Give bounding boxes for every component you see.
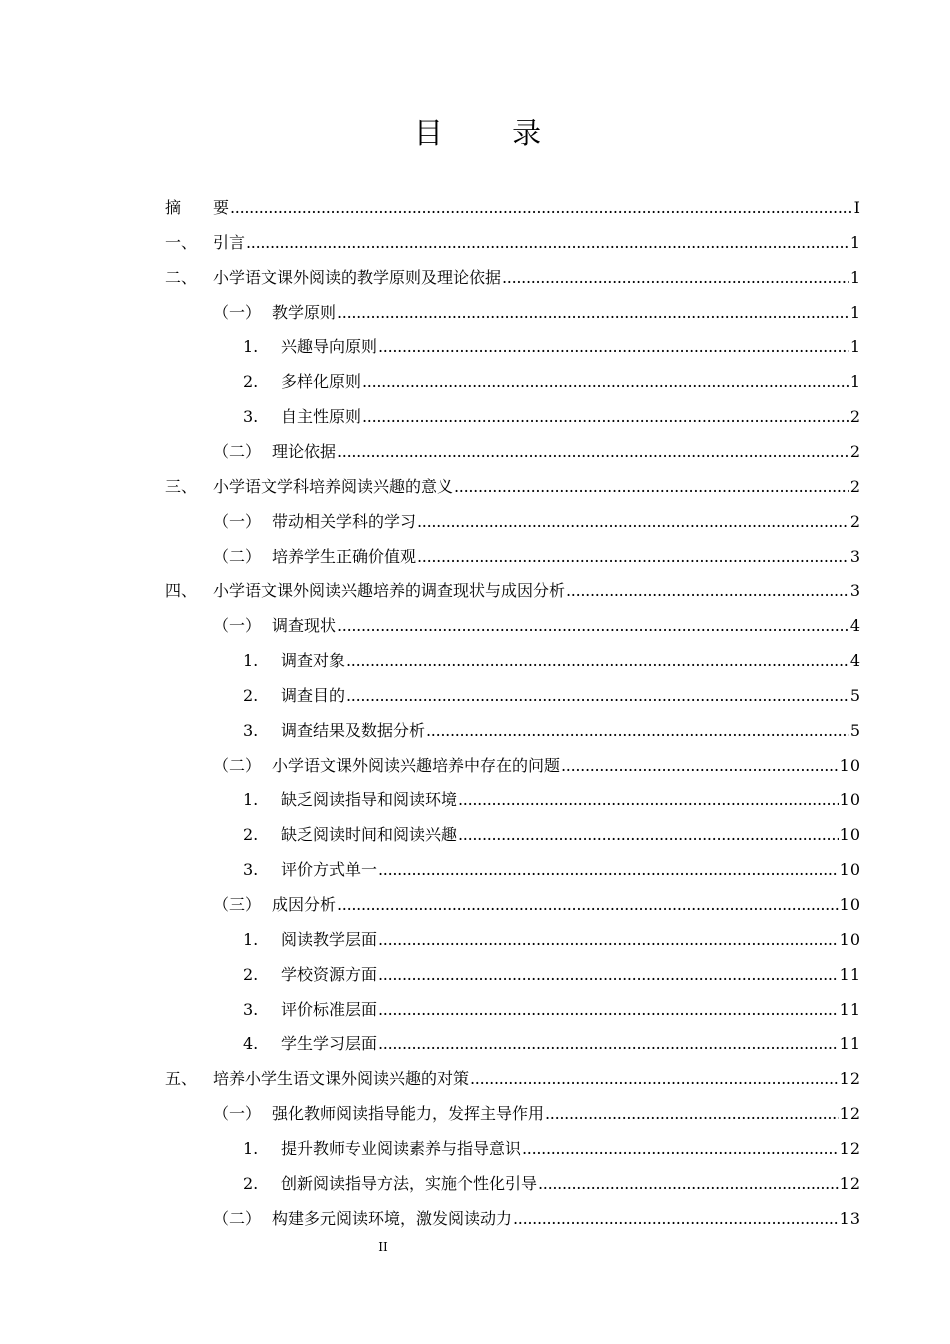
toc-dot-leader — [378, 860, 839, 880]
toc-dot-leader — [362, 372, 849, 392]
toc-dot-leader — [538, 1174, 839, 1194]
toc-entry-number: 3. — [243, 407, 259, 427]
toc-entry[interactable] — [0, 504, 950, 539]
toc-entry-label: 调查目的 — [281, 685, 346, 705]
toc-entry-page: 2 — [849, 441, 860, 461]
toc-entry-page: 1 — [849, 302, 860, 322]
toc-entry-page: 10 — [839, 790, 860, 810]
toc-entry-label: 小学语文课外阅读兴趣培养的调查现状与成因分析 — [213, 581, 566, 601]
toc-entry-label: 调查对象 — [281, 651, 346, 671]
toc-entry-number: 1. — [243, 790, 259, 810]
toc-entry-page: 3 — [849, 581, 860, 601]
toc-entry-label: 要 — [213, 198, 230, 217]
toc-entry-page: 1 — [849, 337, 860, 357]
toc-entry-page: 1 — [849, 267, 860, 287]
toc-entry-page: 11 — [839, 1034, 860, 1054]
toc-entry-number: （二） — [213, 546, 262, 566]
toc-entry-number: 2. — [243, 372, 259, 392]
toc-entry-label: 调查结果及数据分析 — [281, 720, 426, 740]
toc-entry[interactable] — [0, 399, 950, 434]
toc-entry[interactable] — [0, 1201, 950, 1236]
toc-dot-leader — [246, 233, 849, 253]
toc-entry-number: 2. — [243, 825, 259, 845]
toc-entry[interactable] — [0, 782, 950, 817]
toc-entry-label: 培养学生正确价值观 — [272, 546, 417, 566]
toc-entry-number: 3. — [243, 720, 259, 740]
toc-entry-number: （一） — [213, 1104, 262, 1124]
toc-entry-label: 成因分析 — [272, 895, 337, 914]
toc-entry[interactable] — [0, 678, 950, 713]
toc-entry[interactable] — [0, 1131, 950, 1166]
toc-entry-page: 10 — [839, 929, 860, 949]
toc-entry-number: 五、 — [165, 1069, 198, 1089]
toc-dot-leader — [378, 1034, 839, 1054]
toc-entry[interactable] — [0, 608, 950, 643]
toc-entry-page: 3 — [849, 546, 860, 566]
toc-entry-number: （二） — [213, 441, 262, 461]
toc-entry-number: （二） — [213, 1208, 262, 1228]
toc-entry-label: 教学原则 — [272, 302, 337, 322]
toc-dot-leader — [346, 686, 849, 706]
toc-entry-number: 2. — [243, 685, 259, 705]
toc-entry[interactable] — [0, 190, 950, 225]
toc-dot-leader — [337, 442, 849, 462]
toc-entry-label: 构建多元阅读环境，激发阅读动力 — [272, 1208, 513, 1228]
toc-entry[interactable] — [0, 817, 950, 852]
toc-dot-leader — [417, 547, 849, 567]
toc-entry-page: 12 — [839, 1104, 860, 1124]
toc-dot-leader — [470, 1069, 839, 1089]
toc-dot-leader — [378, 337, 849, 357]
toc-entry-page: 11 — [839, 999, 860, 1019]
toc-entry-page: 2 — [849, 511, 860, 531]
toc-entry-label: 兴趣导向原则 — [281, 337, 378, 357]
toc-entry-label: 理论依据 — [272, 441, 337, 461]
toc-entry-label: 学生学习层面 — [281, 1034, 378, 1054]
toc-entry-page: 10 — [839, 860, 860, 880]
toc-entry-number: 3. — [243, 860, 259, 880]
toc-dot-leader — [337, 895, 839, 915]
toc-dot-leader — [337, 303, 849, 323]
toc-entry-label: 调查现状 — [272, 616, 337, 636]
toc-dot-leader — [378, 965, 839, 985]
toc-dot-leader — [417, 512, 849, 532]
toc-entry[interactable] — [0, 329, 950, 364]
page-number-footer: II — [378, 1240, 388, 1254]
page-title: 目 录 — [413, 116, 572, 150]
toc-entry[interactable] — [0, 1096, 950, 1131]
toc-entry[interactable] — [0, 887, 950, 922]
toc-entry-number: 1. — [243, 1138, 259, 1158]
toc-entry[interactable] — [0, 1166, 950, 1201]
toc-entry-page: 1 — [849, 232, 860, 252]
toc-entry-page: 5 — [849, 685, 860, 705]
toc-dot-leader — [458, 825, 839, 845]
toc-dot-leader — [502, 268, 849, 288]
toc-dot-leader — [454, 477, 849, 497]
toc-entry[interactable] — [0, 295, 950, 330]
toc-dot-leader — [522, 1139, 839, 1159]
toc-entry-label: 阅读教学层面 — [281, 929, 378, 949]
toc-entry[interactable] — [0, 992, 950, 1027]
toc-entry-page: 5 — [849, 720, 860, 740]
toc-dot-leader — [426, 721, 849, 741]
toc-entry-label: 小学语文课外阅读的教学原则及理论依据 — [213, 267, 502, 287]
toc-entry-number: 4. — [243, 1034, 259, 1054]
toc-entry-page: 2 — [849, 407, 860, 427]
toc-dot-leader — [378, 1000, 839, 1020]
toc-entry-page: 4 — [849, 616, 860, 636]
toc-dot-leader — [561, 756, 839, 776]
toc-entry-number: 1. — [243, 929, 259, 949]
toc-dot-leader — [362, 407, 849, 427]
toc-entry-page: 2 — [849, 476, 860, 496]
toc-entry-number: 二、 — [165, 267, 198, 287]
toc-entry[interactable] — [0, 1061, 950, 1096]
toc-entry-label: 多样化原则 — [281, 372, 362, 392]
toc-entry[interactable] — [0, 539, 950, 574]
toc-entry-label: 评价标准层面 — [281, 999, 378, 1019]
toc-entry-page: I — [853, 198, 860, 217]
toc-entry-label: 缺乏阅读时间和阅读兴趣 — [281, 825, 458, 845]
toc-entry-number: （一） — [213, 616, 262, 636]
toc-entry-label: 小学语文学科培养阅读兴趣的意义 — [213, 476, 454, 496]
toc-entry[interactable] — [0, 260, 950, 295]
toc-dot-leader — [458, 790, 839, 810]
toc-entry-page: 10 — [839, 825, 860, 845]
toc-entry-label: 缺乏阅读指导和阅读环境 — [281, 790, 458, 810]
toc-entry-number: （三） — [213, 895, 262, 914]
toc-entry-label: 带动相关学科的学习 — [272, 511, 417, 531]
toc-entry[interactable] — [0, 748, 950, 783]
toc-entry-label: 强化教师阅读指导能力，发挥主导作用 — [272, 1104, 545, 1124]
toc-entry[interactable] — [0, 643, 950, 678]
toc-dot-leader — [346, 651, 849, 671]
toc-entry-number: （二） — [213, 755, 262, 775]
toc-entry-page: 12 — [839, 1069, 860, 1089]
toc-entry[interactable] — [0, 225, 950, 260]
toc-dot-leader — [230, 198, 853, 218]
toc-entry-label: 培养小学生语文课外阅读兴趣的对策 — [213, 1069, 470, 1089]
toc-entry[interactable] — [0, 1026, 950, 1061]
toc-entry-number: 1. — [243, 651, 259, 671]
toc-entry-number: 2. — [243, 1173, 259, 1193]
toc-entry-label: 引言 — [213, 232, 246, 252]
toc-entry[interactable] — [0, 852, 950, 887]
toc-dot-leader — [337, 616, 849, 636]
toc-entry-number: 摘 — [165, 198, 182, 217]
toc-entry-number: （一） — [213, 511, 262, 531]
toc-entry-page: 13 — [839, 1208, 860, 1228]
toc-entry[interactable] — [0, 469, 950, 504]
toc-entry[interactable] — [0, 573, 950, 608]
toc-entry-page: 12 — [839, 1173, 860, 1193]
toc-entry-page: 11 — [839, 964, 860, 984]
toc-entry-label: 创新阅读指导方法，实施个性化引导 — [281, 1173, 538, 1193]
toc-dot-leader — [513, 1209, 839, 1229]
toc-entry[interactable] — [0, 434, 950, 469]
toc-entry[interactable] — [0, 713, 950, 748]
toc-entry[interactable] — [0, 364, 950, 399]
toc-dot-leader — [566, 581, 849, 601]
toc-entry-page: 10 — [839, 755, 860, 775]
toc-entry-label: 自主性原则 — [281, 407, 362, 427]
toc-entry-page: 10 — [839, 895, 860, 914]
toc-entry[interactable] — [0, 957, 950, 992]
toc-entry-label: 学校资源方面 — [281, 964, 378, 984]
toc-dot-leader — [545, 1104, 839, 1124]
toc-dot-leader — [378, 930, 839, 950]
toc-entry-label: 评价方式单一 — [281, 860, 378, 880]
toc-entry-number: 2. — [243, 964, 259, 984]
toc-entry-label: 小学语文课外阅读兴趣培养中存在的问题 — [272, 755, 561, 775]
toc-entry-number: 一、 — [165, 232, 198, 252]
toc-entry-number: 三、 — [165, 476, 198, 496]
toc-entry-page: 4 — [849, 651, 860, 671]
toc-entry-page: 1 — [849, 372, 860, 392]
toc-entry[interactable] — [0, 922, 950, 957]
toc-entry-number: 3. — [243, 999, 259, 1019]
toc-entry-number: 1. — [243, 337, 259, 357]
toc-entry-label: 提升教师专业阅读素养与指导意识 — [281, 1138, 522, 1158]
toc-entry-number: 四、 — [165, 581, 198, 601]
toc-entry-number: （一） — [213, 302, 262, 322]
toc-entry-page: 12 — [839, 1138, 860, 1158]
